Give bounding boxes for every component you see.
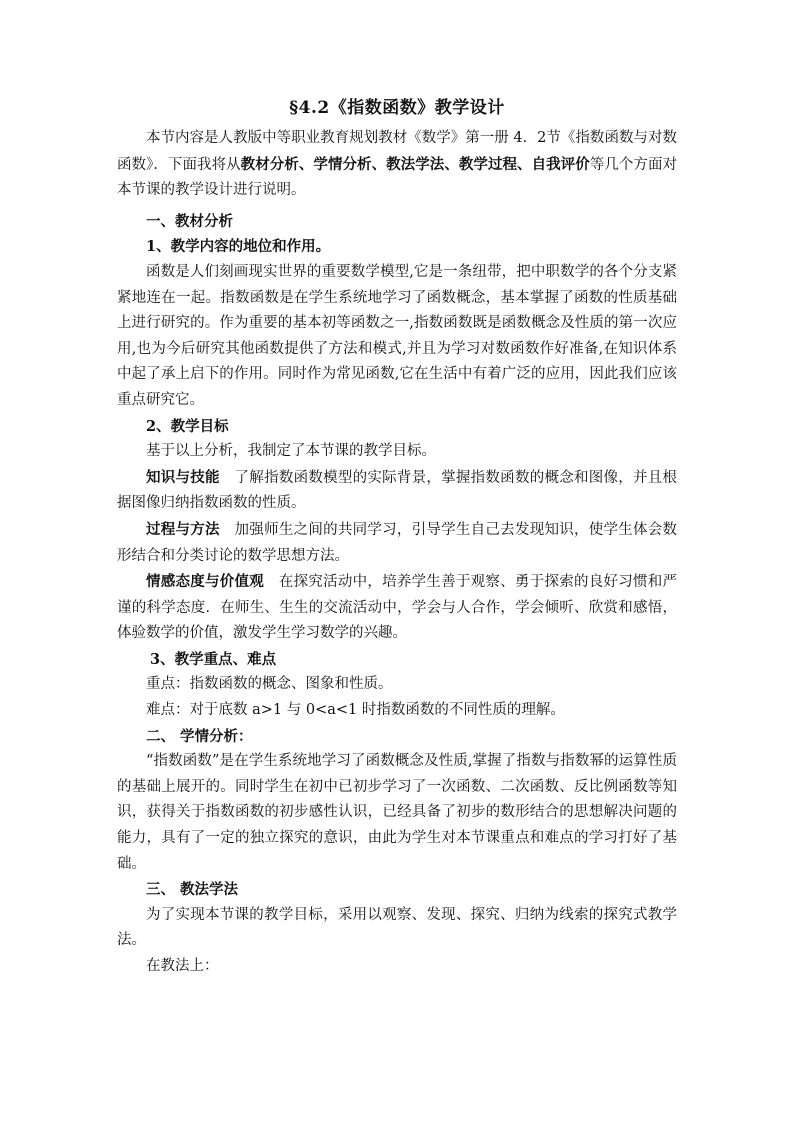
goal-emotion-label: 情感态度与价值观 bbox=[146, 573, 265, 591]
intro-text-2: 等几个方面对本节课的教学设计进行说明。 bbox=[117, 156, 678, 199]
goal-process-label: 过程与方法 bbox=[146, 520, 220, 538]
goal-knowledge-skills bbox=[117, 465, 677, 517]
paragraph-goals-intro: 基于以上分析，我制定了本节课的教学目标。 bbox=[146, 443, 436, 460]
goal-emotion-text: 在探究活动中，培养学生善于观察、勇于探索的良好习惯和严谨的科学态度．在师生、生生的交流活动中，学会与人合作，学会倾听、欣赏和感悟，体验数学的价值，激发学生学习数学的兴趣。 bbox=[117, 574, 678, 642]
key-point-line: 重点：指数函数的概念、图象和性质。 bbox=[146, 676, 393, 693]
goal-knowledge-text: 了解指数函数模型的实际背景，掌握指数函数的概念和图像，并且根据图像归纳指数函数的性质。 bbox=[117, 469, 678, 512]
intro-paragraph bbox=[117, 126, 677, 204]
document-title: §4.2《指数函数》教学设计 bbox=[289, 98, 505, 118]
section-heading-student-analysis: 二、 学情分析： bbox=[146, 727, 253, 745]
paragraph-teaching-methods: 为了实现本节课的教学目标，采用以观察、发现、探究、归纳为线索的探究式教学法。 bbox=[117, 906, 677, 949]
intro-text-1: 本节内容是人教版中等职业教育规划教材《数学》第一册 4．2节《指数函数与对数函数》．下面我将从 bbox=[117, 130, 677, 173]
subheading-key-difficult: 3、教学重点、难点 bbox=[150, 650, 277, 668]
goal-process-text: 加强师生之间的共同学习，引导学生自己去发现知识，使学生体会数形结合和分类讨论的数学思想方法。 bbox=[117, 521, 678, 564]
goal-process-method bbox=[117, 517, 677, 569]
paragraph-student-analysis: “指数函数”是在学生系统地学习了函数概念及性质,掌握了指数与指数幂的运算性质的基础上展开的。同时学生在初中已初步学习了一次函数、二次函数、反比例函数等知识，获得关于指数函数的初步感性认识，已经具备了初步的数形结合的思想解决问题的能力，具有了一定的独立探究的意识，由此为学生对本节课重点和难点的学习打好了基础。 bbox=[117, 753, 677, 872]
document-page bbox=[117, 96, 677, 980]
subheading-content-role: 1、教学内容的地位和作用。 bbox=[146, 238, 331, 256]
subheading-teaching-goals: 2、教学目标 bbox=[146, 417, 229, 435]
section-heading-teaching-methods: 三、 教法学法 bbox=[146, 881, 239, 899]
intro-bold-text: 教材分析、学情分析、教法学法、教学过程、自我评价 bbox=[240, 155, 590, 173]
difficult-point-line: 难点：对于底数 a>1 与 0<a<1 时指数函数的不同性质的理解。 bbox=[146, 702, 565, 719]
goal-knowledge-label: 知识与技能 bbox=[146, 468, 220, 486]
section-heading-textbook-analysis: 一、教材分析 bbox=[146, 212, 233, 230]
paragraph-teaching-method-intro: 在教法上： bbox=[146, 958, 219, 974]
paragraph-content-role: 函数是人们刻画现实世界的重要数学模型,它是一条纽带，把中职数学的各个分支紧紧地连在一起。指数函数是在学生系统地学习了函数概念，基本掌握了函数的性质基础上进行研究的。作为重要的基本初等函数之一,指数函数既是函数概念及性质的第一次应用,也为今后研究其他函数提供了方法和模式,并且为学习对数函数作好准备,在知识体系中起了承上启下的作用。同时作为常见函数,它在生活中有着广泛的应用，因此我们应该重点研究它。 bbox=[117, 263, 677, 408]
goal-emotion-values bbox=[117, 569, 677, 647]
